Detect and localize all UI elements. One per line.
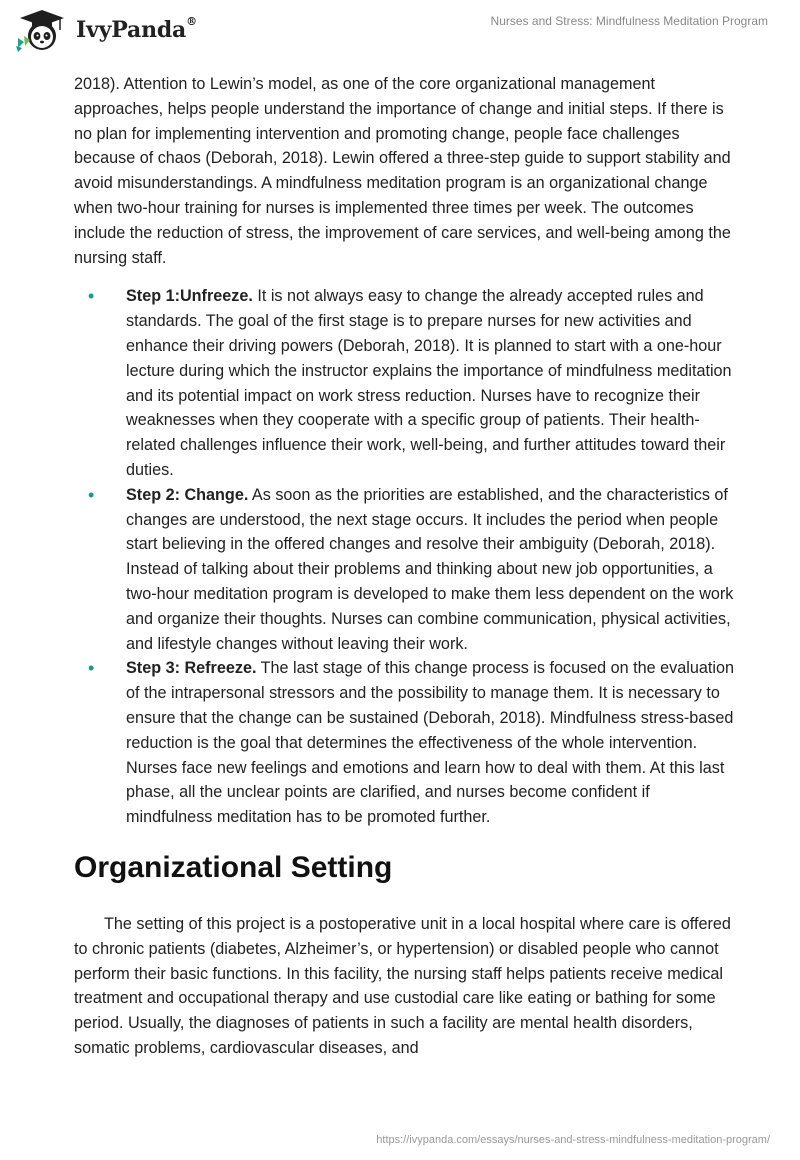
step-title: Step 1:Unfreeze. — [126, 287, 253, 306]
step-text: The last stage of this change process is focused on the evaluation of the intrapersonal stressors and the possibility to manage them. It is necessary to ensure that the change can be sustained (Deborah, 2018). Mindfulness stress-based reduction is the goal that determines the effectiveness of the whole intervention. Nurses face new feelings and emotions and learn how to deal with them. At this last phase, all the unclear points are clarified, and nurses become confident if mindfulness meditation has to be promoted further. — [126, 659, 734, 827]
page-header — [0, 0, 800, 62]
step-title: Step 3: Refreeze. — [126, 659, 257, 678]
list-item — [74, 656, 734, 830]
bullet-icon: • — [88, 658, 95, 679]
logo-text: IvyPanda® — [76, 15, 197, 43]
panda-logo-icon — [14, 8, 70, 52]
list-item — [74, 284, 734, 482]
list-item — [74, 483, 734, 657]
step-text: It is not always easy to change the already accepted rules and standards. The goal of the first stage is to prepare nurses for new activities and enhance their driving powers (Deborah, 2018). It is planned to start with a one-hour lecture during which the instructor explains the importance of mindfulness meditation and its potential impact on work stress reduction. Nurses have to recognize their weaknesses when they cooperate with a specific group of patients. Their health-related challenges influence their work, well-being, and further attitudes toward their duties. — [126, 287, 732, 479]
bullet-icon: • — [88, 286, 95, 307]
section-paragraph: The setting of this project is a postoperative unit in a local hospital where care is offered to chronic patients (diabetes, Alzheimer’s, or hypertension) or disabled people who cannot perform their basic functions. In this facility, the nursing staff helps patients receive medical treatment and occupational therapy and use custodial care like eating or bathing for some period. Usually, the diagnoses of patients in such a facility are mental health disorders, somatic problems, cardiovascular diseases, and — [74, 914, 731, 1057]
step-text: As soon as the priorities are established, and the characteristics of changes are understood, the next stage occurs. It includes the period when people start believing in the offered changes and resolve their ambiguity (Deborah, 2018). Instead of talking about their problems and thinking about new job opportunities, a two-hour meditation program is developed to make them less dependent on the work and organize their thoughts. Nurses can combine communication, physical activities, and lifestyle changes without leaving their work. — [126, 485, 734, 653]
ivypanda-logo[interactable] — [14, 8, 197, 52]
intro-paragraph: 2018). Attention to Lewin’s model, as one of the core organizational management approaches, helps people understand the importance of change and initial steps. If there is no plan for implementing intervention and promoting change, people face challenges because of chaos (Deborah, 2018). Lewin offered a three-step guide to support stability and avoid misunderstandings. A mindfulness meditation program is an organizational change when two-hour training for nurses is implemented three times per week. The outcomes include the reduction of stress, the improvement of care services, and well-being among the nursing staff. — [74, 75, 731, 267]
article-body — [74, 72, 734, 1061]
bullet-icon: • — [88, 484, 95, 505]
section-heading: Organizational Setting — [74, 850, 393, 884]
document-title: Nurses and Stress: Mindfulness Meditation Program — [490, 14, 768, 28]
step-title: Step 2: Change. — [126, 485, 249, 504]
footer-url-link[interactable]: https://ivypanda.com/essays/nurses-and-stress-mindfulness-meditation-program/ — [376, 1134, 770, 1146]
lewin-steps-list — [74, 284, 734, 830]
